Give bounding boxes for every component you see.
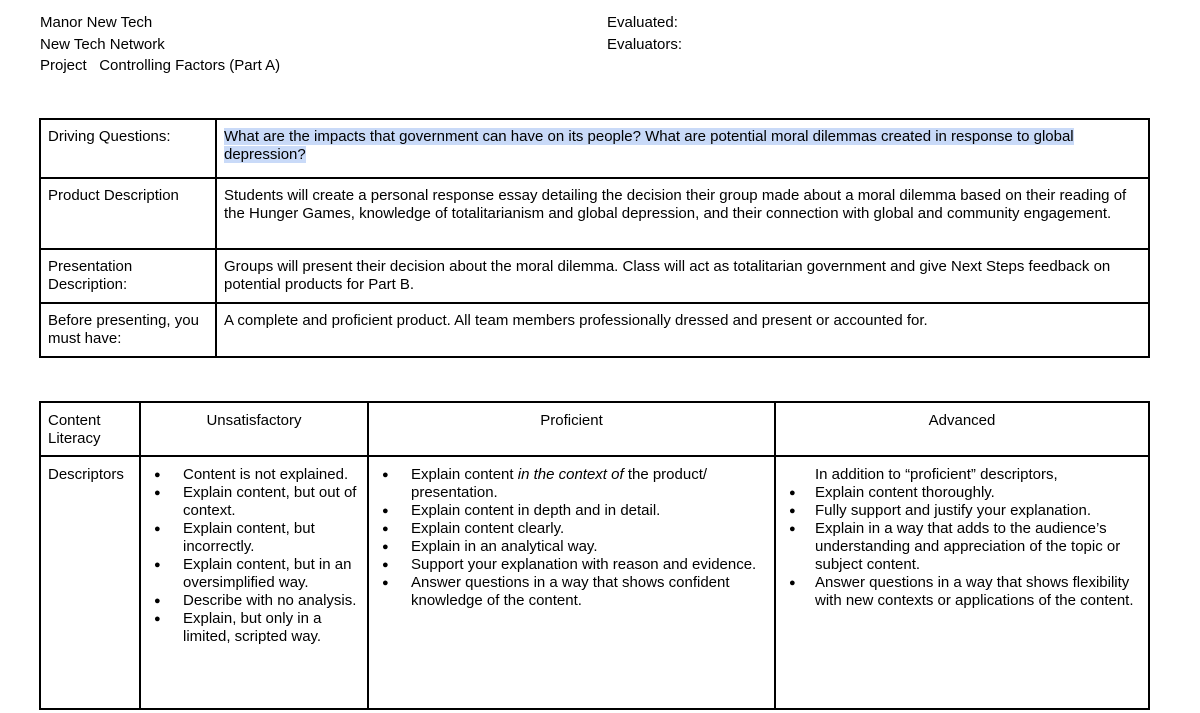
header-left (40, 14, 280, 79)
list-item: ● Describe with no analysis. (148, 592, 360, 610)
driving-questions-row (40, 119, 1149, 178)
project-name: Controlling Factors (Part A) (99, 57, 281, 74)
before-presenting-row (40, 303, 1149, 357)
driving-questions-cell[interactable] (216, 119, 1149, 178)
descriptors-row (40, 456, 1149, 709)
network-name: New Tech Network (40, 35, 165, 53)
presentation-description-label: Presentation Description: (40, 249, 216, 303)
school-name: Manor New Tech (40, 14, 153, 31)
unsatisfactory-cell (140, 456, 368, 709)
rubric-header-row (40, 402, 1149, 456)
project-label: Project (40, 57, 87, 74)
list-item: ● Support your explanation with reason and evidence. (376, 556, 767, 574)
driving-questions-text[interactable]: What are the impacts that government can have on its people? What are potential moral dilemmas created in response to global depression? (224, 128, 1074, 163)
presentation-description-text[interactable]: Groups will present their decision about the moral dilemma. Class will act as totalitarian government and give Next Steps feedback on potential products for Part B. (216, 249, 1149, 303)
project-info-table (39, 118, 1150, 358)
list-item: ● Content is not explained. (148, 466, 360, 484)
content-literacy-header: Content Literacy (40, 402, 140, 456)
driving-questions-label: Driving Questions: (40, 119, 216, 178)
evaluators-label: Evaluators: (607, 35, 683, 53)
unsatisfactory-list (148, 466, 360, 646)
list-item: ● Explain in an analytical way. (376, 538, 767, 556)
unsatisfactory-header: Unsatisfactory (140, 402, 368, 456)
list-item: ● Explain content, but incorrectly. (148, 520, 360, 556)
list-item: ● Explain content clearly. (376, 520, 767, 538)
list-item: ● Answer questions in a way that shows flexibility with new contexts or applications of the content. (783, 574, 1141, 610)
list-item: ● Explain content thoroughly. (783, 484, 1141, 502)
list-item: ● Answer questions in a way that shows confident knowledge of the content. (376, 574, 767, 610)
proficient-cell (368, 456, 775, 709)
project-line (40, 57, 280, 79)
list-item-text: Explain content (411, 466, 518, 483)
list-item-text: the product/ presentation. (411, 466, 708, 501)
list-item: ● Explain content, but in an oversimplified way. (148, 556, 360, 592)
list-item: ● Fully support and justify your explanation. (783, 502, 1141, 520)
list-item (376, 466, 767, 502)
advanced-cell (775, 456, 1149, 709)
presentation-description-row (40, 249, 1149, 303)
product-description-row (40, 178, 1149, 249)
proficient-list (376, 466, 767, 610)
header-right (607, 14, 682, 57)
list-item-emphasis: in the context of (517, 466, 624, 483)
rubric-table (39, 401, 1150, 710)
descriptors-label: Descriptors (40, 456, 140, 709)
before-presenting-text[interactable]: A complete and proficient product. All team members professionally dressed and present or accounted for. (216, 303, 1149, 357)
list-item: ● Explain, but only in a limited, scripted way. (148, 610, 360, 646)
list-item: ● Explain content in depth and in detail. (376, 502, 767, 520)
list-item: ● Explain in a way that adds to the audience’s understanding and appreciation of the topic or subject content. (783, 520, 1141, 574)
product-description-label: Product Description (40, 178, 216, 249)
advanced-header: Advanced (775, 402, 1149, 456)
advanced-intro: In addition to “proficient” descriptors, (815, 466, 1058, 483)
evaluated-label: Evaluated: (607, 14, 678, 31)
product-description-text[interactable]: Students will create a personal response essay detailing the decision their group made about a moral dilemma based on their reading of the Hunger Games, knowledge of totalitarianism and global depression, and their connection with global and community engagement. (216, 178, 1149, 249)
advanced-list (783, 484, 1141, 610)
before-presenting-label: Before presenting, you must have: (40, 303, 216, 357)
proficient-header: Proficient (368, 402, 775, 456)
list-item: ● Explain content, but out of context. (148, 484, 360, 520)
